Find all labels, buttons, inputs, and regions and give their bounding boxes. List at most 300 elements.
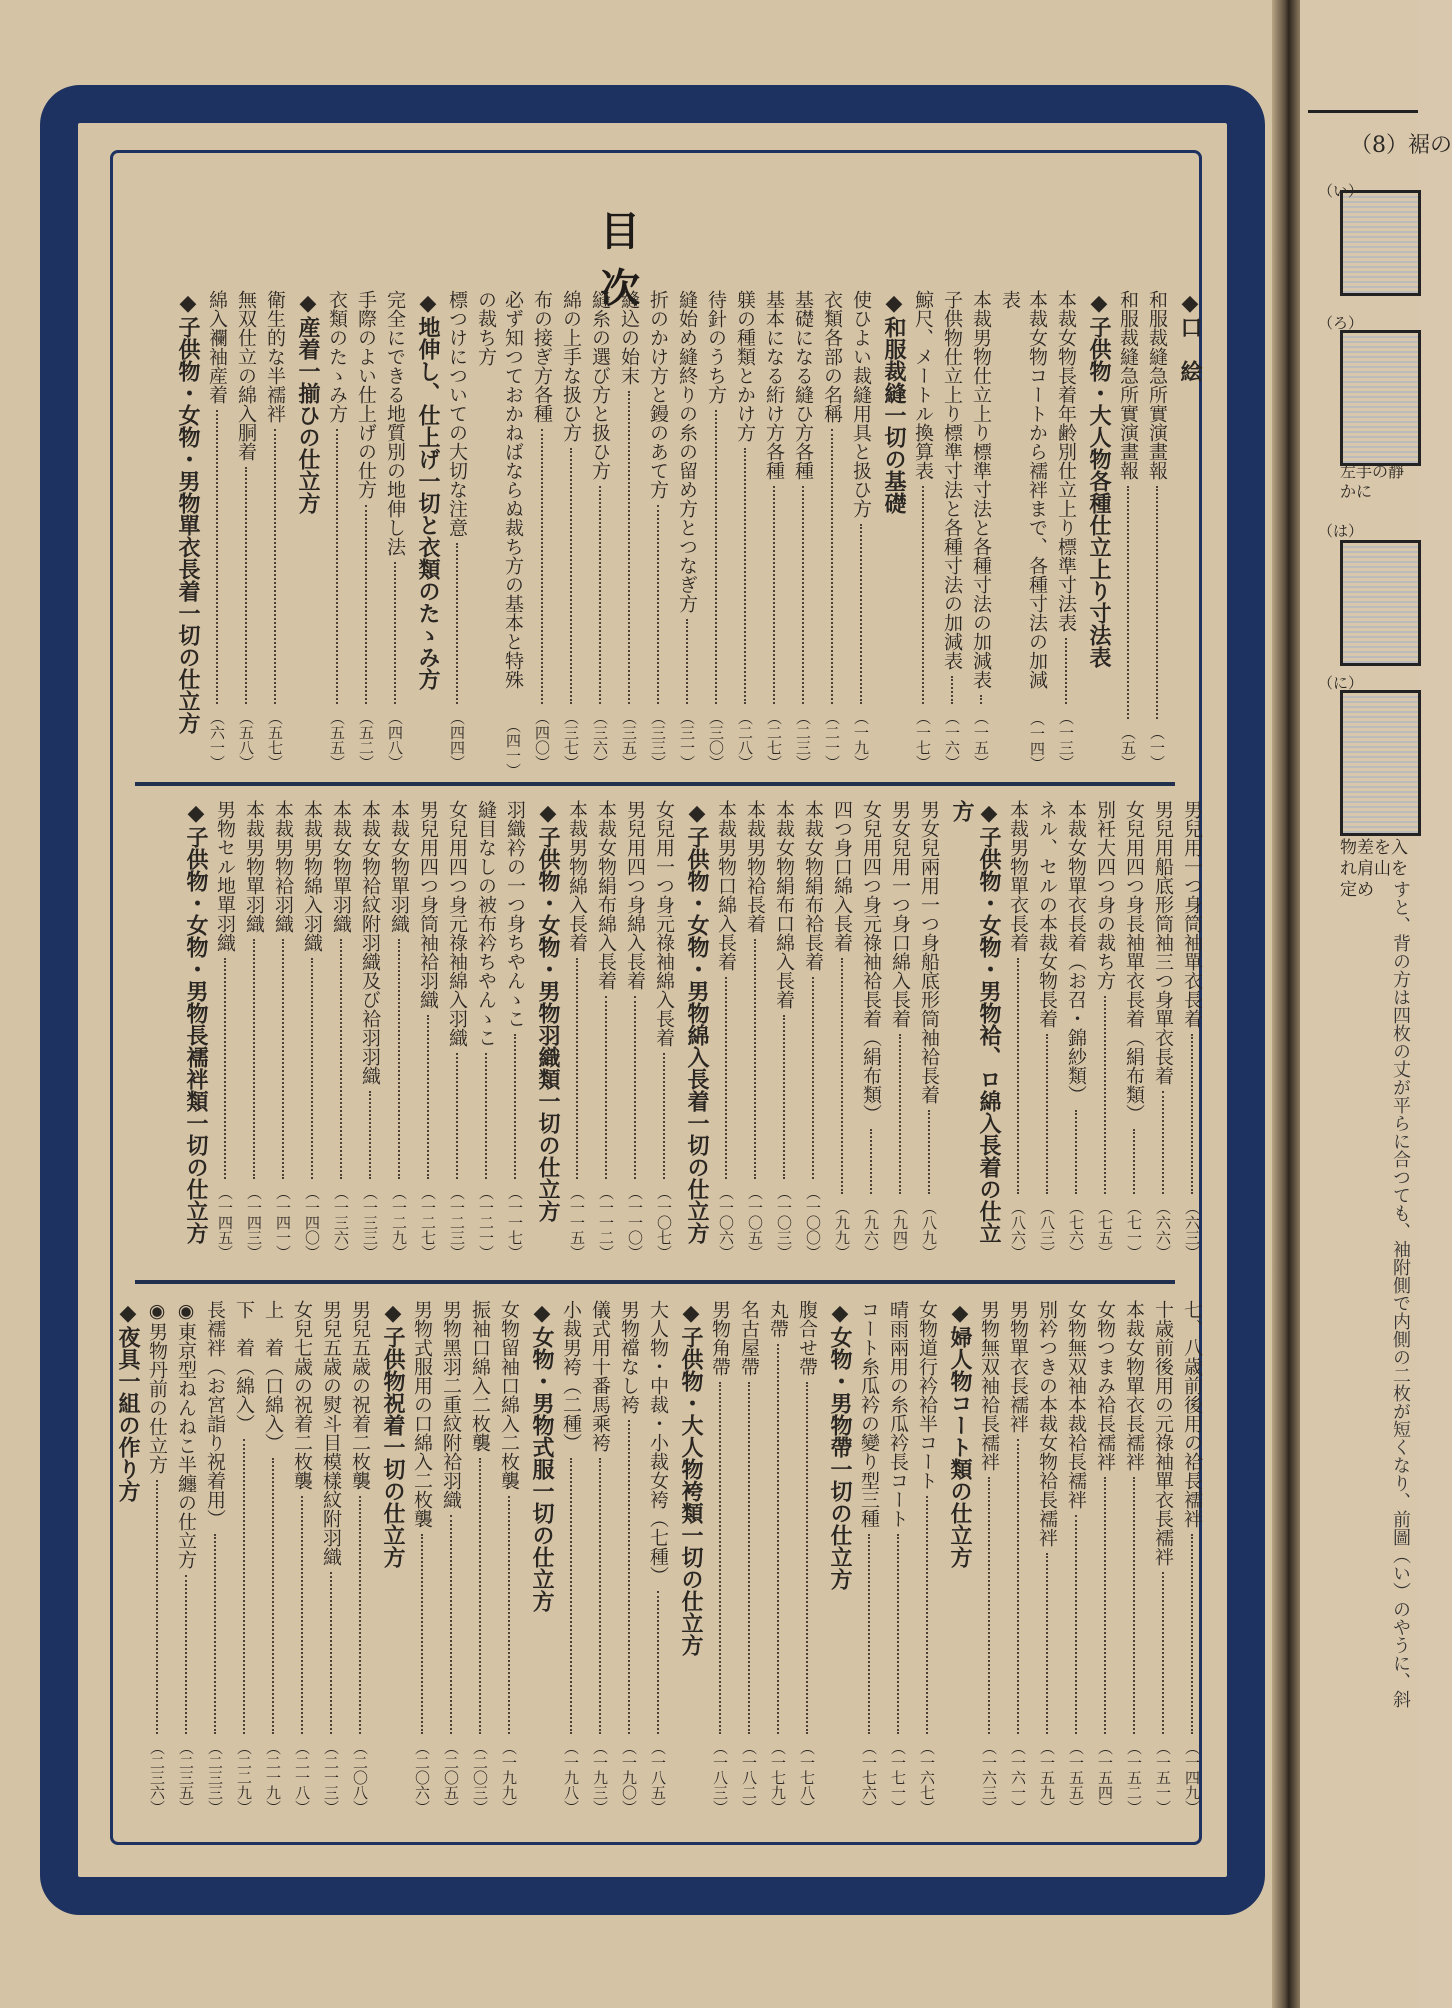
- toc-entry[interactable]: [938, 290, 965, 770]
- toc-page-number: （一五四）: [1096, 1740, 1114, 1815]
- toc-entry[interactable]: [1033, 800, 1060, 1260]
- toc-entry-title: 鯨尺、メートル換算表: [912, 290, 934, 480]
- toc-entry[interactable]: [443, 290, 470, 770]
- adjacent-page: [1300, 0, 1452, 2008]
- leader-dots: [466, 1458, 481, 1734]
- toc-entry-title: 別衽大四つ身の裁ち方: [1094, 800, 1116, 990]
- toc-page-number: （三三）: [649, 710, 667, 770]
- toc-entry[interactable]: [1143, 290, 1170, 770]
- toc-entry[interactable]: [644, 290, 671, 770]
- toc-entry-title: 本裁男物綿入羽織: [301, 800, 323, 952]
- toc-heading: ◆産着一揃ひの仕立方: [295, 290, 321, 514]
- toc-heading: ◆子供物・女物・男物羽織類一切の仕立方: [535, 800, 561, 1222]
- toc-entry-title: 振袖口綿入二枚襲: [469, 1300, 491, 1452]
- toc-page-number: （五）: [1119, 725, 1137, 770]
- leader-dots: [644, 505, 659, 704]
- toc-page-number: （三七）: [562, 710, 580, 770]
- leader-dots: [1149, 1091, 1164, 1194]
- toc-entry[interactable]: [495, 1300, 522, 1815]
- toc-entry-title: 本裁女物絹布袷長着: [802, 800, 824, 971]
- toc-page-number: （三〇）: [707, 710, 725, 770]
- leader-dots: [317, 1572, 332, 1734]
- toc-entry[interactable]: [760, 290, 787, 770]
- toc-entry[interactable]: [828, 800, 855, 1260]
- toc-entry[interactable]: [1120, 800, 1147, 1260]
- leader-dots: [855, 1534, 870, 1734]
- toc-page-number: （一七）: [914, 710, 932, 770]
- toc-entry-title: 男物式服用の口綿入二枚襲: [411, 1300, 433, 1528]
- toc-entry[interactable]: [323, 290, 350, 770]
- toc-heading: ◆子供物・女物・男物單衣長着一切の仕立方: [175, 290, 201, 734]
- toc-entry-title: 男兒用四つ身綿入長着: [624, 800, 646, 990]
- toc-entry-title: 女物無双袖本裁袷長襦袢: [1065, 1300, 1087, 1509]
- figure-caption: 左手の靜かに: [1340, 462, 1405, 501]
- toc-entry-title: 別衿つきの本裁女物袷長襦袢: [1036, 1300, 1058, 1547]
- leader-dots: [557, 1458, 572, 1734]
- leader-dots: [828, 958, 843, 1194]
- toc-entry[interactable]: [1033, 1300, 1060, 1815]
- toc-section-3: [115, 1300, 1205, 1815]
- toc-page-number: （一四）: [1028, 711, 1046, 772]
- toc-entry-title: 丸帶: [767, 1300, 789, 1338]
- toc-page-number: （二一八）: [293, 1740, 311, 1815]
- toc-page-number: （一七一）: [889, 1740, 907, 1815]
- toc-page-number: （八三）: [1038, 1200, 1056, 1260]
- toc-page-number: （六六）: [1154, 1200, 1172, 1260]
- toc-entry[interactable]: [288, 1300, 315, 1815]
- toc-entry[interactable]: [1004, 800, 1031, 1260]
- toc-entry-title: コート糸瓜衿の變り型三種: [858, 1300, 880, 1528]
- toc-entry-title: 本裁女物コートから襦袢まで、各種寸法の加減表: [999, 290, 1048, 689]
- toc-entry[interactable]: [1120, 1300, 1147, 1815]
- toc-entry[interactable]: [437, 1300, 464, 1815]
- toc-entry[interactable]: [644, 1300, 671, 1815]
- toc-entry-title: 男物單衣長襦袢: [1007, 1300, 1029, 1433]
- toc-entry-title: 本裁男物綿入長着: [566, 800, 588, 952]
- toc-entry[interactable]: [408, 1300, 435, 1815]
- toc-entry[interactable]: [967, 290, 994, 770]
- toc-entry-title: 本裁女物單衣長襦袢: [1123, 1300, 1145, 1471]
- leader-dots: [1004, 1439, 1019, 1734]
- leader-dots: [528, 429, 543, 704]
- toc-entry-title: 綿の上手な扱ひ方: [560, 290, 582, 442]
- page-title: 目 次: [600, 208, 800, 312]
- leader-dots: [847, 524, 862, 704]
- toc-entry[interactable]: [327, 800, 354, 1260]
- toc-page-number: （一一五）: [568, 1185, 586, 1260]
- toc-page-number: （一五）: [972, 710, 990, 770]
- toc-entry-title: 名古屋帶: [738, 1300, 760, 1376]
- toc-page-number: （五七）: [266, 710, 284, 770]
- leader-dots: [443, 1053, 458, 1179]
- toc-entry[interactable]: [557, 1300, 584, 1815]
- toc-page-number: （一〇六）: [717, 1185, 735, 1260]
- toc-entry-title: 本裁女物單衣長着（お召・錦紗類）: [1065, 800, 1087, 1104]
- toc-page-number: （一〇〇）: [804, 1185, 822, 1260]
- toc-page-number: （二一三）: [322, 1740, 340, 1815]
- toc-entry-title: 完全にできる地質別の地伸し法: [384, 290, 406, 556]
- toc-page-number: （九九）: [833, 1200, 851, 1260]
- toc-entry-title: 本裁男物袷羽織: [272, 800, 294, 933]
- toc-page-number: （一五九）: [1038, 1740, 1056, 1815]
- toc-entry[interactable]: [615, 1300, 642, 1815]
- leader-dots: [563, 958, 578, 1179]
- toc-page-number: （一五五）: [1067, 1740, 1085, 1815]
- leader-dots: [592, 996, 607, 1179]
- toc-entry[interactable]: [913, 1300, 940, 1815]
- toc-entry[interactable]: [1178, 1300, 1205, 1815]
- toc-page-number: （二〇三）: [471, 1740, 489, 1815]
- diagram-box: [1340, 330, 1421, 466]
- toc-entry-title: 使ひよい裁縫用具と扱ひ方: [850, 290, 872, 518]
- toc-entry-title: 男兒用四つ身筒袖袷羽織: [417, 800, 439, 1009]
- toc-entry[interactable]: [259, 1300, 286, 1815]
- toc-entry-title: 大人物・中裁・小裁女袴（七種）: [647, 1300, 669, 1585]
- toc-page-number: （八九）: [920, 1200, 938, 1260]
- toc-entry[interactable]: [1091, 1300, 1118, 1815]
- toc-heading: ◆和服裁縫一切の基礎: [881, 290, 907, 514]
- toc-entry-title: 衛生的な半襦袢: [264, 290, 286, 423]
- toc-entry-title: 本裁女物袷紋附羽織及び袷羽羽織: [359, 800, 381, 1085]
- toc-heading: ◆子供物・大人物袴類一切の仕立方: [678, 1300, 704, 1656]
- toc-page-number: （一五二）: [1125, 1740, 1143, 1815]
- figure-label: （は）: [1318, 522, 1364, 540]
- toc-entry[interactable]: [232, 290, 259, 770]
- toc-entry-title: 男物セル地單羽織: [214, 800, 236, 952]
- toc-entry-title: 男物襠なし袴: [618, 1300, 640, 1414]
- leader-dots: [770, 1015, 785, 1179]
- leader-dots: [586, 486, 601, 704]
- toc-page-number: （一二七）: [419, 1185, 437, 1260]
- toc-entry[interactable]: [735, 1300, 762, 1815]
- toc-page-number: （一二三）: [448, 1185, 466, 1260]
- toc-page-number: （一三）: [1057, 710, 1075, 770]
- toc-entry[interactable]: [975, 1300, 1002, 1815]
- toc-entry[interactable]: [818, 290, 845, 770]
- leader-dots: [201, 1534, 216, 1734]
- leader-dots: [615, 391, 630, 704]
- toc-entry-title: 四つ身口綿入長着: [831, 800, 853, 952]
- leader-dots: [356, 1091, 371, 1179]
- toc-entry-title: 本裁女物長着年齢別仕立上り標準寸法表: [1055, 290, 1077, 632]
- toc-page-number: （二二九）: [235, 1740, 253, 1815]
- toc-entry[interactable]: [240, 800, 267, 1260]
- toc-entry-title: 衣類のたゝみ方: [326, 290, 348, 423]
- toc-entry[interactable]: [201, 1300, 228, 1815]
- leader-dots: [702, 410, 717, 704]
- toc-page-number: （二八）: [736, 710, 754, 770]
- toc-page-number: （二〇六）: [413, 1740, 431, 1815]
- leader-dots: [1149, 1572, 1164, 1734]
- toc-page-number: （一〇七）: [655, 1185, 673, 1260]
- toc-entry[interactable]: [472, 290, 526, 778]
- diagram-box: [1340, 690, 1421, 836]
- toc-page-number: （二三六）: [148, 1740, 166, 1815]
- leader-dots: [211, 958, 226, 1179]
- leader-dots: [650, 1053, 665, 1179]
- toc-page-number: （五五）: [328, 710, 346, 770]
- leader-dots: [1091, 1477, 1106, 1734]
- leader-dots: [915, 1110, 930, 1194]
- toc-entry-title: 男物角帶: [709, 1300, 731, 1376]
- toc-entry-title: 本裁男物袷長着: [744, 800, 766, 933]
- leader-dots: [644, 1591, 659, 1734]
- toc-entry[interactable]: [269, 800, 296, 1260]
- toc-entry-title: 縫糸の選び方と扱ひ方: [589, 290, 611, 480]
- toc-entry[interactable]: [915, 800, 942, 1260]
- toc-page-number: （四八）: [386, 710, 404, 770]
- toc-entry[interactable]: [317, 1300, 344, 1815]
- toc-page-number: （一六三）: [980, 1740, 998, 1815]
- leader-dots: [857, 1129, 872, 1194]
- toc-page-number: （七五）: [1096, 1200, 1114, 1260]
- toc-entry[interactable]: [346, 1300, 373, 1815]
- toc-page-number: （二三三）: [206, 1740, 224, 1815]
- toc-page-number: （一二九）: [390, 1185, 408, 1260]
- toc-entry-title: 男女兒兩用一つ身船底形筒袖袷長着: [918, 800, 940, 1104]
- toc-entry-title: 無双仕立の綿入胴着: [235, 290, 257, 461]
- toc-entry[interactable]: [203, 290, 230, 770]
- toc-page-number: （一四〇）: [303, 1185, 321, 1260]
- toc-entry[interactable]: [1062, 1300, 1089, 1815]
- toc-entry[interactable]: [356, 800, 383, 1260]
- toc-entry[interactable]: [143, 1300, 170, 1815]
- leader-dots: [261, 429, 276, 704]
- toc-entry[interactable]: [884, 1300, 911, 1815]
- toc-entry[interactable]: [650, 800, 677, 1260]
- toc-heading: ◆子供物祝着一切の仕立方: [380, 1300, 406, 1568]
- leader-dots: [799, 977, 814, 1179]
- toc-entry[interactable]: [621, 800, 648, 1260]
- toc-entry[interactable]: [909, 290, 936, 770]
- leader-dots: [472, 1053, 487, 1179]
- toc-entry-title: 待針のうち方: [705, 290, 727, 404]
- leader-dots: [764, 1344, 779, 1734]
- toc-page-number: （一八五）: [649, 1740, 667, 1815]
- toc-entry-title: 本裁女物絹布綿入長着: [595, 800, 617, 990]
- toc-entry-title: 晴雨兩用の糸瓜衿長コート: [887, 1300, 909, 1528]
- leader-dots: [706, 1382, 721, 1734]
- toc-entry-title: 女物留袖口綿入二枚襲: [498, 1300, 520, 1490]
- toc-entry-title: 女兒用四つ身長袖單衣長着（絹布類）: [1123, 800, 1145, 1123]
- toc-entry[interactable]: [1062, 800, 1089, 1260]
- toc-entry-title: 本裁女物單羽織: [330, 800, 352, 933]
- toc-entry[interactable]: [466, 1300, 493, 1815]
- toc-page-number: （一一七）: [506, 1185, 524, 1260]
- toc-entry[interactable]: [1178, 800, 1205, 1260]
- toc-entry[interactable]: [731, 290, 758, 770]
- toc-entry[interactable]: [673, 290, 700, 770]
- toc-entry[interactable]: [211, 800, 238, 1260]
- section-divider: [135, 782, 1175, 786]
- book-gutter: [1272, 0, 1300, 2008]
- toc-entry-title: 男兒用一つ身筒袖單衣長着: [1181, 800, 1203, 1028]
- toc-entry[interactable]: [1149, 800, 1176, 1260]
- toc-entry[interactable]: [770, 800, 797, 1260]
- toc-entry[interactable]: [586, 1300, 613, 1815]
- toc-entry-title: 縫始め縫終りの糸の留め方とつなぎ方: [676, 290, 698, 613]
- leader-dots: [938, 676, 953, 704]
- toc-page-number: （一九）: [852, 710, 870, 770]
- toc-page-number: （二七）: [765, 710, 783, 770]
- toc-entry-title: 女物つまみ袷長襦袢: [1094, 1300, 1116, 1471]
- leader-dots: [909, 486, 924, 704]
- toc-entry[interactable]: [615, 290, 642, 770]
- toc-entry[interactable]: [1052, 290, 1079, 770]
- toc-entry[interactable]: [886, 800, 913, 1260]
- toc-entry-title: 腹合せ帶: [796, 1300, 818, 1376]
- leader-dots: [298, 958, 313, 1179]
- toc-page-number: （一九三）: [591, 1740, 609, 1815]
- leader-dots: [884, 1534, 899, 1734]
- figure-label: （い）: [1318, 182, 1364, 200]
- toc-entry-title: 本裁男物仕立上り標準寸法と各種寸法の加減表: [970, 290, 992, 689]
- toc-entry[interactable]: [381, 290, 408, 770]
- leader-dots: [327, 939, 342, 1179]
- toc-entry-title: 本裁男物口綿入長着: [715, 800, 737, 971]
- toc-page-number: （一三六）: [332, 1185, 350, 1260]
- toc-entry-title: 縫目なしの被布衿ちやんゝこ: [475, 800, 497, 1047]
- toc-entry[interactable]: [1114, 290, 1141, 770]
- toc-entry[interactable]: [501, 800, 528, 1260]
- leader-dots: [352, 505, 367, 704]
- toc-entry-title: 女兒用一つ身元祿袖綿入長着: [653, 800, 675, 1047]
- toc-entry[interactable]: [414, 800, 441, 1260]
- toc-entry[interactable]: [1004, 1300, 1031, 1815]
- leader-dots: [381, 562, 396, 704]
- leader-dots: [143, 1480, 158, 1734]
- toc-entry[interactable]: [172, 1300, 199, 1815]
- toc-entry-title: 女物道行衿袷半コート: [916, 1300, 938, 1490]
- toc-entry[interactable]: [528, 290, 555, 770]
- body-text: すと、背の方は四枚の丈が平らに合つても、袖附側で内側の二枚が短くなり、前圖（い）のやうに、斜: [1390, 880, 1411, 1708]
- toc-entry-title: 小裁男袴（二種）: [560, 1300, 582, 1452]
- toc-heading: ◆婦人物コート類の仕立方: [947, 1300, 973, 1568]
- leader-dots: [408, 1534, 423, 1734]
- toc-entry[interactable]: [847, 290, 874, 770]
- leader-dots: [240, 939, 255, 1179]
- toc-page-number: （九六）: [862, 1200, 880, 1260]
- toc-page-number: （一九九）: [500, 1740, 518, 1815]
- next-page-header: （8）裾の: [1350, 133, 1452, 158]
- leader-dots: [1091, 996, 1106, 1194]
- leader-dots: [232, 467, 247, 704]
- toc-entry[interactable]: [592, 800, 619, 1260]
- toc-entry[interactable]: [557, 290, 584, 770]
- leader-dots: [443, 543, 458, 704]
- toc-entry[interactable]: [1091, 800, 1118, 1260]
- toc-entry[interactable]: [799, 800, 826, 1260]
- toc-entry[interactable]: [586, 290, 613, 770]
- toc-entry-title: 羽織衿の一つ身ちやんゝこ: [504, 800, 526, 1028]
- leader-dots: [495, 1496, 510, 1734]
- toc-entry[interactable]: [996, 290, 1050, 770]
- leader-dots: [818, 429, 833, 704]
- toc-page-number: （七一）: [1125, 1200, 1143, 1260]
- leader-dots: [1052, 638, 1067, 704]
- toc-entry-title: 女兒七歳の祝着二枚襲: [291, 1300, 313, 1490]
- toc-page-number: （一六七）: [918, 1740, 936, 1815]
- leader-dots: [793, 1382, 808, 1734]
- toc-page-number: （一六一）: [1009, 1740, 1027, 1815]
- toc-entry[interactable]: [443, 800, 470, 1260]
- leader-dots: [913, 1496, 928, 1734]
- toc-entry-title: 儀式用十番馬乘袴: [589, 1300, 611, 1452]
- leader-dots: [760, 486, 775, 704]
- toc-page-number: （一四三）: [245, 1185, 263, 1260]
- diagram-box: [1340, 540, 1421, 666]
- leader-dots: [230, 1439, 245, 1734]
- toc-page-number: （八六）: [1009, 1200, 1027, 1260]
- toc-entry-title: 本裁女物單羽織: [388, 800, 410, 933]
- toc-page-number: （一一二）: [597, 1185, 615, 1260]
- toc-entry[interactable]: [352, 290, 379, 770]
- toc-entry-title: 上 着（口綿入）: [262, 1300, 284, 1452]
- toc-section-1: [130, 290, 1205, 778]
- toc-page-number: （一）: [1148, 725, 1166, 770]
- toc-entry-title: 長襦袢（お宮詣り祝着用）: [204, 1300, 226, 1528]
- toc-entry[interactable]: [563, 800, 590, 1260]
- toc-entry-title: 基本になる絎け方各種: [763, 290, 785, 480]
- toc-page-number: （一〇三）: [775, 1185, 793, 1260]
- toc-entry[interactable]: [857, 800, 884, 1260]
- toc-page-number: （九四）: [891, 1200, 909, 1260]
- toc-entry[interactable]: [298, 800, 325, 1260]
- toc-entry[interactable]: [1149, 1300, 1176, 1815]
- toc-entry-title: 男兒五歳の熨斗目模樣紋附羽織: [320, 1300, 342, 1566]
- toc-entry[interactable]: [230, 1300, 257, 1815]
- toc-page-number: （一四九）: [1183, 1740, 1201, 1815]
- toc-entry[interactable]: [793, 1300, 820, 1815]
- toc-entry[interactable]: [855, 1300, 882, 1815]
- toc-entry[interactable]: [741, 800, 768, 1260]
- leader-dots: [673, 619, 688, 704]
- toc-entry[interactable]: [702, 290, 729, 770]
- toc-entry-title: 和服裁縫急所實演畫報: [1146, 290, 1168, 480]
- toc-entry-title: 衣類各部の名稱: [821, 290, 843, 423]
- leader-dots: [789, 486, 804, 704]
- toc-entry-title: ◉東京型ねんねこ半纏の仕立方: [175, 1300, 197, 1569]
- header-rule: [1308, 110, 1418, 113]
- toc-entry[interactable]: [789, 290, 816, 770]
- toc-entry-title: 男物無双袖袷長襦袢: [978, 1300, 1000, 1471]
- toc-entry-title: 下 着（綿入）: [233, 1300, 255, 1433]
- toc-page-number: （一六）: [943, 710, 961, 770]
- toc-entry[interactable]: [261, 290, 288, 770]
- toc-entry[interactable]: [764, 1300, 791, 1815]
- leader-dots: [437, 1515, 452, 1734]
- toc-page-number: （三五）: [620, 710, 638, 770]
- side-text: 物差を入れ肩山を定め: [1340, 838, 1408, 900]
- toc-page-number: （一四五）: [216, 1185, 234, 1260]
- toc-page-number: （一四一）: [274, 1185, 292, 1260]
- toc-entry[interactable]: [712, 800, 739, 1260]
- toc-page-number: （五二）: [357, 710, 375, 770]
- toc-entry[interactable]: [472, 800, 499, 1260]
- leader-dots: [1143, 486, 1158, 719]
- toc-page-number: （一一〇）: [626, 1185, 644, 1260]
- leader-dots: [501, 1034, 516, 1179]
- leader-dots: [886, 1034, 901, 1194]
- toc-page-number: （三一）: [678, 710, 696, 770]
- toc-entry[interactable]: [706, 1300, 733, 1815]
- leader-dots: [586, 1458, 601, 1734]
- toc-heading: ◆口 絵: [1177, 290, 1203, 382]
- toc-page-number: （二一九）: [264, 1740, 282, 1815]
- toc-entry[interactable]: [385, 800, 412, 1260]
- leader-dots: [967, 695, 982, 704]
- leader-dots: [269, 939, 284, 1179]
